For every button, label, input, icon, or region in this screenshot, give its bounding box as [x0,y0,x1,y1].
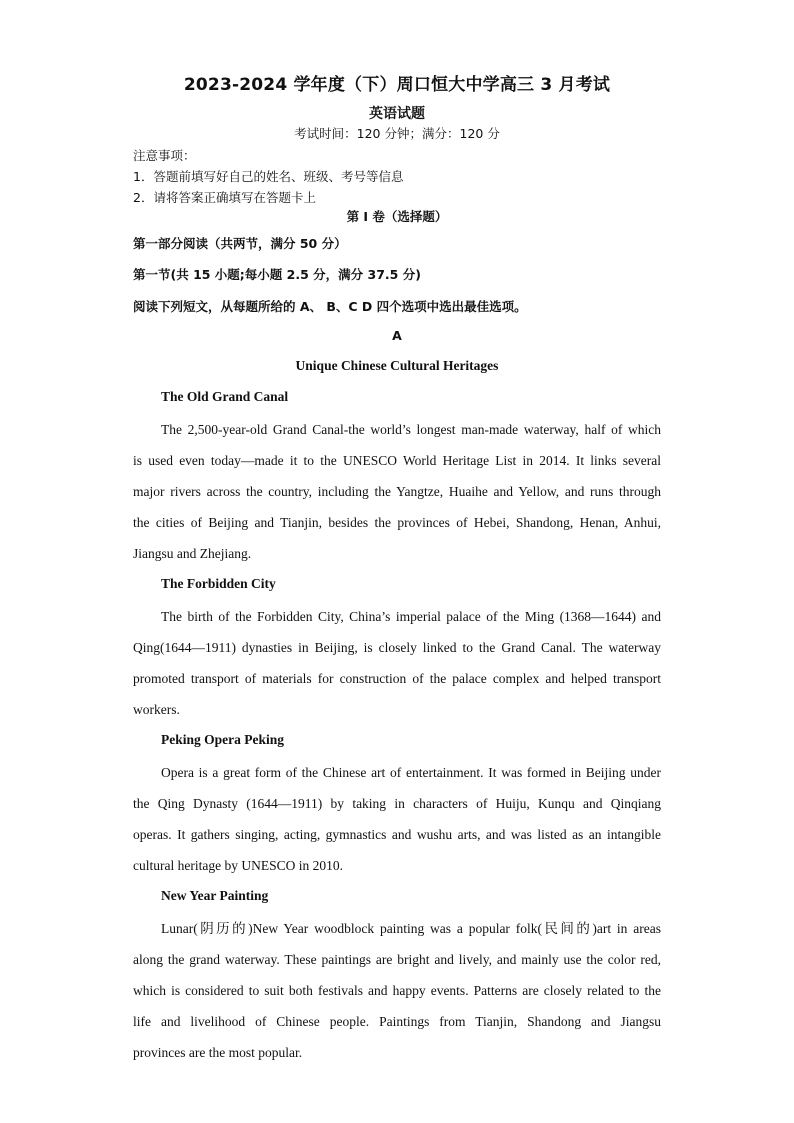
notes-heading: 注意事项： [133,148,196,163]
subsection-1-title: 第一节(共 15 小题;每小题 2.5 分，满分 37.5 分) [133,267,421,282]
subject-title: 英语试题 [369,106,425,122]
paragraph-line: workers. [133,702,180,717]
paragraph-line: Lunar(阴历的)New Year woodblock painting was a popular folk(民间的)art in areas [161,921,661,936]
notes-item-1: 1．答题前填写好自己的姓名、班级、考号等信息 [133,169,404,184]
heading-forbidden-city: The Forbidden City [161,576,276,591]
part-1-title: 第一部分阅读（共两节，满分 50 分） [133,236,347,251]
paragraph-line: Qing(1644—1911) dynasties in Beijing, is closely linked to the Grand Canal. The waterway [133,640,661,655]
paragraph-line: promoted transport of materials for construction of the palace complex and helped transport [133,671,661,686]
exam-title: 2023-2024 学年度（下）周口恒大中学高三 3 月考试 [183,75,611,95]
reading-instruction: 阅读下列短文，从每题所给的 A、 B、C D 四个选项中选出最佳选项。 [133,299,527,314]
paragraph-line: life and livelihood of Chinese people. Paintings from Tianjin, Shandong and Jiangsu [133,1014,661,1029]
paragraph-line: the Qing Dynasty (1644—1911) by taking in characters of Huiju, Kunqu and Qinqiang [133,796,661,811]
paragraph-line: cultural heritage by UNESCO in 2010. [133,858,343,873]
exam-info: 考试时间：120 分钟；满分：120 分 [294,126,500,141]
volume-title: 第 I 卷（选择题） [346,209,448,224]
paragraph-line: Jiangsu and Zhejiang. [133,546,252,561]
heading-new-year-painting: New Year Painting [161,888,269,903]
notes-item-2: 2．请将答案正确填写在答题卡上 [133,190,316,205]
paragraph-line: provinces are the most popular. [133,1045,303,1060]
paragraph-line: Opera is a great form of the Chinese art of entertainment. It was formed in Beijing under [161,765,661,780]
paragraph-line: The 2,500-year-old Grand Canal-the world’s longest man-made waterway, half of which [161,422,661,437]
paragraph-line: major rivers across the country, including the Yangtze, Huaihe and Yellow, and runs through [133,484,661,499]
paragraph-line: operas. It gathers singing, acting, gymnastics and wushu arts, and was listed as an intangible [133,827,661,842]
passage-title: Unique Chinese Cultural Heritages [295,358,499,373]
passage-letter: A [392,328,402,343]
paragraph-line: the cities of Beijing and Tianjin, besides the provinces of Hebei, Shandong, Henan, Anhui, [133,515,661,530]
paragraph-line: The birth of the Forbidden City, China’s imperial palace of the Ming (1368—1644) and [161,609,661,624]
heading-grand-canal: The Old Grand Canal [161,389,289,404]
paragraph-line: is used even today—made it to the UNESCO World Heritage List in 2014. It links several [133,453,661,468]
heading-peking-opera: Peking Opera Peking [161,732,285,747]
paragraph-line: which is considered to suit both festivals and happy events. Patterns are closely related to the [133,983,661,998]
paragraph-line: along the grand waterway. These paintings are bright and lively, and mainly use the color red, [133,952,661,967]
